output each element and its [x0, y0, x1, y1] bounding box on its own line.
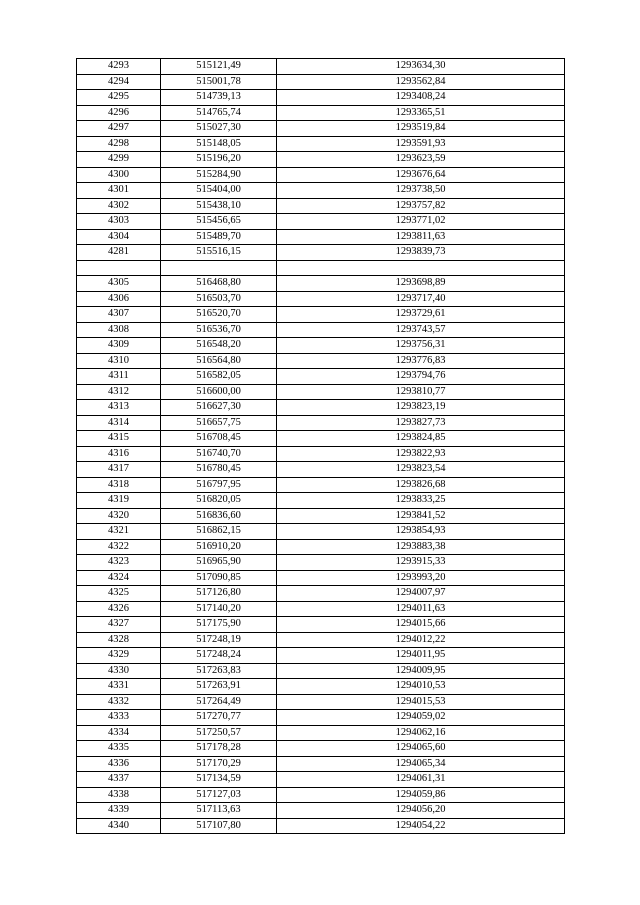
coordinates-table-body [77, 59, 565, 834]
y-coordinate-cell: 1294065,60 [277, 741, 565, 757]
x-coordinate-cell: 515001,78 [161, 74, 277, 90]
x-coordinate-cell: 515438,10 [161, 198, 277, 214]
point-number-cell: 4300 [77, 167, 161, 183]
table-row [77, 183, 565, 199]
x-coordinate-cell: 516503,70 [161, 291, 277, 307]
y-coordinate-cell: 1293826,68 [277, 477, 565, 493]
point-number-cell: 4305 [77, 276, 161, 292]
y-coordinate-cell: 1293854,93 [277, 524, 565, 540]
y-coordinate-cell [277, 260, 565, 276]
x-coordinate-cell: 515027,30 [161, 121, 277, 137]
table-row [77, 90, 565, 106]
y-coordinate-cell: 1294015,66 [277, 617, 565, 633]
x-coordinate-cell: 516862,15 [161, 524, 277, 540]
point-number-cell: 4318 [77, 477, 161, 493]
x-coordinate-cell: 517178,28 [161, 741, 277, 757]
y-coordinate-cell: 1293822,93 [277, 446, 565, 462]
x-coordinate-cell: 517090,85 [161, 570, 277, 586]
x-coordinate-cell: 517134,59 [161, 772, 277, 788]
x-coordinate-cell: 516520,70 [161, 307, 277, 323]
table-row [77, 694, 565, 710]
x-coordinate-cell: 516548,20 [161, 338, 277, 354]
y-coordinate-cell: 1293743,57 [277, 322, 565, 338]
table-row [77, 756, 565, 772]
point-number-cell: 4319 [77, 493, 161, 509]
point-number-cell: 4321 [77, 524, 161, 540]
x-coordinate-cell: 515516,15 [161, 245, 277, 261]
y-coordinate-cell: 1293634,30 [277, 59, 565, 75]
point-number-cell: 4328 [77, 632, 161, 648]
table-row [77, 803, 565, 819]
table-row [77, 307, 565, 323]
point-number-cell: 4326 [77, 601, 161, 617]
table-row [77, 400, 565, 416]
point-number-cell: 4297 [77, 121, 161, 137]
table-row [77, 710, 565, 726]
x-coordinate-cell: 515121,49 [161, 59, 277, 75]
point-number-cell: 4296 [77, 105, 161, 121]
point-number-cell: 4295 [77, 90, 161, 106]
table-row [77, 276, 565, 292]
table-row [77, 353, 565, 369]
table-row [77, 260, 565, 276]
table-row [77, 741, 565, 757]
y-coordinate-cell: 1293839,73 [277, 245, 565, 261]
table-row [77, 59, 565, 75]
y-coordinate-cell: 1293993,20 [277, 570, 565, 586]
point-number-cell: 4330 [77, 663, 161, 679]
table-row [77, 632, 565, 648]
y-coordinate-cell: 1293776,83 [277, 353, 565, 369]
table-row [77, 214, 565, 230]
y-coordinate-cell: 1294059,02 [277, 710, 565, 726]
y-coordinate-cell: 1293729,61 [277, 307, 565, 323]
x-coordinate-cell: 515284,90 [161, 167, 277, 183]
point-number-cell: 4325 [77, 586, 161, 602]
x-coordinate-cell: 517263,83 [161, 663, 277, 679]
point-number-cell: 4329 [77, 648, 161, 664]
x-coordinate-cell: 515456,65 [161, 214, 277, 230]
y-coordinate-cell: 1293827,73 [277, 415, 565, 431]
x-coordinate-cell: 516536,70 [161, 322, 277, 338]
table-row [77, 245, 565, 261]
y-coordinate-cell: 1293591,93 [277, 136, 565, 152]
x-coordinate-cell: 514765,74 [161, 105, 277, 121]
y-coordinate-cell: 1293562,84 [277, 74, 565, 90]
x-coordinate-cell: 517107,80 [161, 818, 277, 834]
table-row [77, 524, 565, 540]
point-number-cell: 4332 [77, 694, 161, 710]
point-number-cell: 4302 [77, 198, 161, 214]
y-coordinate-cell: 1293824,85 [277, 431, 565, 447]
point-number-cell: 4307 [77, 307, 161, 323]
point-number-cell: 4298 [77, 136, 161, 152]
y-coordinate-cell: 1293623,59 [277, 152, 565, 168]
point-number-cell: 4312 [77, 384, 161, 400]
x-coordinate-cell: 516780,45 [161, 462, 277, 478]
x-coordinate-cell: 516708,45 [161, 431, 277, 447]
y-coordinate-cell: 1294059,86 [277, 787, 565, 803]
y-coordinate-cell: 1293408,24 [277, 90, 565, 106]
table-row [77, 818, 565, 834]
y-coordinate-cell: 1293823,19 [277, 400, 565, 416]
x-coordinate-cell: 517264,49 [161, 694, 277, 710]
x-coordinate-cell: 516582,05 [161, 369, 277, 385]
table-row [77, 477, 565, 493]
point-number-cell: 4327 [77, 617, 161, 633]
table-row [77, 663, 565, 679]
y-coordinate-cell: 1293833,25 [277, 493, 565, 509]
x-coordinate-cell: 516600,00 [161, 384, 277, 400]
point-number-cell: 4293 [77, 59, 161, 75]
table-row [77, 601, 565, 617]
table-row [77, 105, 565, 121]
y-coordinate-cell: 1293841,52 [277, 508, 565, 524]
y-coordinate-cell: 1293771,02 [277, 214, 565, 230]
y-coordinate-cell: 1293811,63 [277, 229, 565, 245]
x-coordinate-cell: 517270,77 [161, 710, 277, 726]
point-number-cell: 4315 [77, 431, 161, 447]
x-coordinate-cell: 517248,24 [161, 648, 277, 664]
table-row [77, 229, 565, 245]
point-number-cell [77, 260, 161, 276]
x-coordinate-cell: 517113,63 [161, 803, 277, 819]
y-coordinate-cell: 1293676,64 [277, 167, 565, 183]
coordinates-table [76, 58, 565, 834]
y-coordinate-cell: 1294015,53 [277, 694, 565, 710]
x-coordinate-cell: 515196,20 [161, 152, 277, 168]
x-coordinate-cell: 514739,13 [161, 90, 277, 106]
y-coordinate-cell: 1294012,22 [277, 632, 565, 648]
y-coordinate-cell: 1294061,31 [277, 772, 565, 788]
point-number-cell: 4311 [77, 369, 161, 385]
table-row [77, 384, 565, 400]
table-row [77, 555, 565, 571]
x-coordinate-cell: 517126,80 [161, 586, 277, 602]
table-row [77, 570, 565, 586]
table-row [77, 679, 565, 695]
table-row [77, 725, 565, 741]
point-number-cell: 4335 [77, 741, 161, 757]
x-coordinate-cell: 517127,03 [161, 787, 277, 803]
y-coordinate-cell: 1293823,54 [277, 462, 565, 478]
y-coordinate-cell: 1293365,51 [277, 105, 565, 121]
point-number-cell: 4294 [77, 74, 161, 90]
x-coordinate-cell: 517175,90 [161, 617, 277, 633]
point-number-cell: 4314 [77, 415, 161, 431]
x-coordinate-cell: 516820,05 [161, 493, 277, 509]
x-coordinate-cell: 517170,29 [161, 756, 277, 772]
y-coordinate-cell: 1294056,20 [277, 803, 565, 819]
point-number-cell: 4313 [77, 400, 161, 416]
x-coordinate-cell: 516627,30 [161, 400, 277, 416]
y-coordinate-cell: 1294011,95 [277, 648, 565, 664]
table-row [77, 772, 565, 788]
table-row [77, 369, 565, 385]
y-coordinate-cell: 1293717,40 [277, 291, 565, 307]
point-number-cell: 4339 [77, 803, 161, 819]
table-row [77, 198, 565, 214]
x-coordinate-cell: 515489,70 [161, 229, 277, 245]
point-number-cell: 4317 [77, 462, 161, 478]
table-row [77, 617, 565, 633]
table-row [77, 431, 565, 447]
point-number-cell: 4333 [77, 710, 161, 726]
table-row [77, 322, 565, 338]
point-number-cell: 4310 [77, 353, 161, 369]
point-number-cell: 4322 [77, 539, 161, 555]
y-coordinate-cell: 1293794,76 [277, 369, 565, 385]
y-coordinate-cell: 1294007,97 [277, 586, 565, 602]
table-row [77, 136, 565, 152]
table-row [77, 493, 565, 509]
point-number-cell: 4306 [77, 291, 161, 307]
point-number-cell: 4309 [77, 338, 161, 354]
x-coordinate-cell: 516564,80 [161, 353, 277, 369]
y-coordinate-cell: 1293883,38 [277, 539, 565, 555]
point-number-cell: 4331 [77, 679, 161, 695]
x-coordinate-cell: 517140,20 [161, 601, 277, 617]
point-number-cell: 4304 [77, 229, 161, 245]
x-coordinate-cell: 516910,20 [161, 539, 277, 555]
table-row [77, 586, 565, 602]
x-coordinate-cell: 516657,75 [161, 415, 277, 431]
point-number-cell: 4308 [77, 322, 161, 338]
y-coordinate-cell: 1293756,31 [277, 338, 565, 354]
y-coordinate-cell: 1293915,33 [277, 555, 565, 571]
table-row [77, 415, 565, 431]
point-number-cell: 4281 [77, 245, 161, 261]
point-number-cell: 4334 [77, 725, 161, 741]
table-row [77, 338, 565, 354]
table-row [77, 152, 565, 168]
y-coordinate-cell: 1294062,16 [277, 725, 565, 741]
point-number-cell: 4336 [77, 756, 161, 772]
x-coordinate-cell: 517250,57 [161, 725, 277, 741]
y-coordinate-cell: 1293738,50 [277, 183, 565, 199]
table-row [77, 291, 565, 307]
table-row [77, 167, 565, 183]
x-coordinate-cell: 516740,70 [161, 446, 277, 462]
x-coordinate-cell: 517263,91 [161, 679, 277, 695]
point-number-cell: 4340 [77, 818, 161, 834]
point-number-cell: 4316 [77, 446, 161, 462]
x-coordinate-cell: 515404,00 [161, 183, 277, 199]
table-row [77, 508, 565, 524]
point-number-cell: 4338 [77, 787, 161, 803]
x-coordinate-cell: 515148,05 [161, 136, 277, 152]
x-coordinate-cell: 516468,80 [161, 276, 277, 292]
x-coordinate-cell: 516836,60 [161, 508, 277, 524]
y-coordinate-cell: 1293810,77 [277, 384, 565, 400]
y-coordinate-cell: 1293698,89 [277, 276, 565, 292]
y-coordinate-cell: 1294009,95 [277, 663, 565, 679]
point-number-cell: 4323 [77, 555, 161, 571]
y-coordinate-cell: 1294011,63 [277, 601, 565, 617]
table-row [77, 121, 565, 137]
y-coordinate-cell: 1294010,53 [277, 679, 565, 695]
point-number-cell: 4337 [77, 772, 161, 788]
x-coordinate-cell [161, 260, 277, 276]
table-row [77, 462, 565, 478]
point-number-cell: 4320 [77, 508, 161, 524]
point-number-cell: 4299 [77, 152, 161, 168]
y-coordinate-cell: 1293519,84 [277, 121, 565, 137]
table-row [77, 787, 565, 803]
table-row [77, 446, 565, 462]
table-row [77, 539, 565, 555]
x-coordinate-cell: 516965,90 [161, 555, 277, 571]
x-coordinate-cell: 517248,19 [161, 632, 277, 648]
point-number-cell: 4301 [77, 183, 161, 199]
y-coordinate-cell: 1293757,82 [277, 198, 565, 214]
table-row [77, 648, 565, 664]
table-row [77, 74, 565, 90]
point-number-cell: 4324 [77, 570, 161, 586]
x-coordinate-cell: 516797,95 [161, 477, 277, 493]
point-number-cell: 4303 [77, 214, 161, 230]
y-coordinate-cell: 1294065,34 [277, 756, 565, 772]
y-coordinate-cell: 1294054,22 [277, 818, 565, 834]
